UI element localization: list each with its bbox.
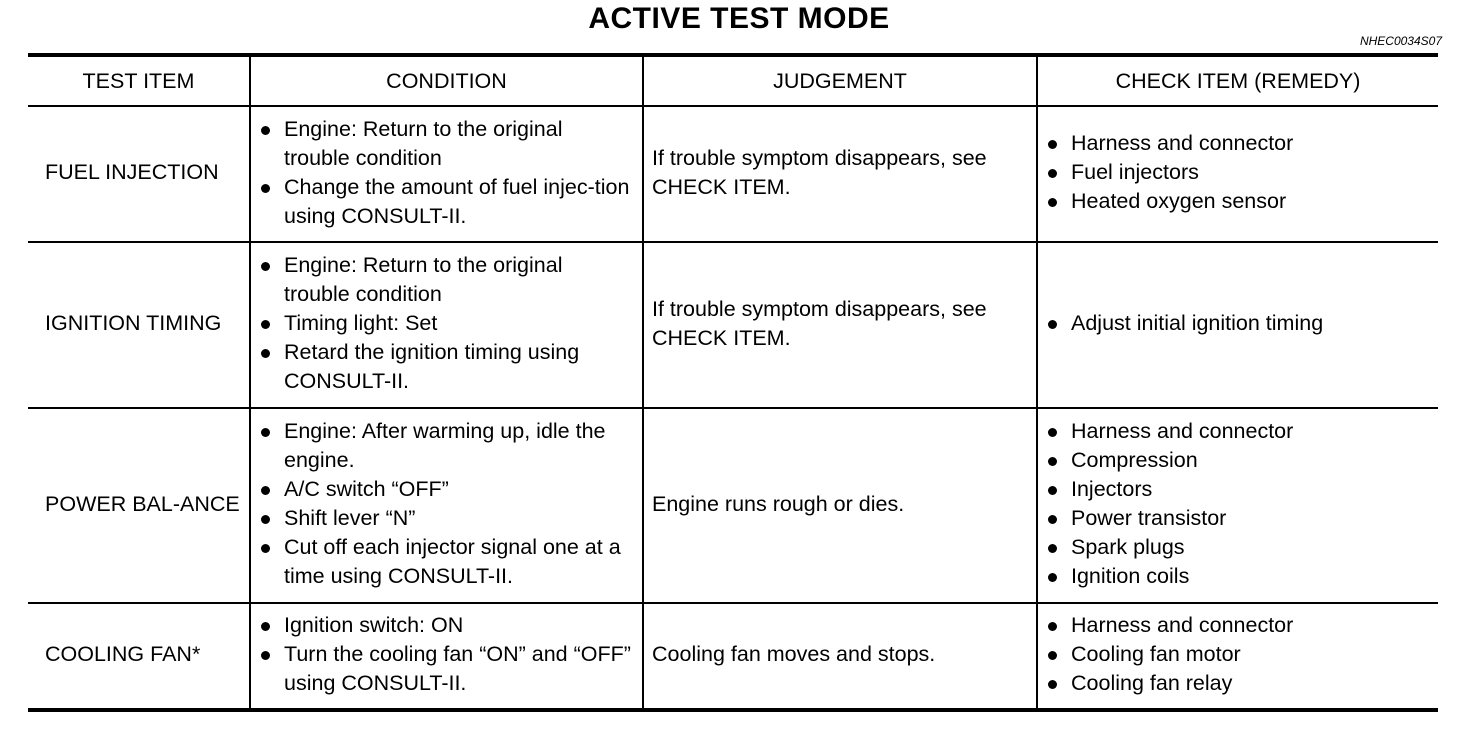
check-item-cell	[1037, 106, 1438, 242]
condition-item: Engine: Return to the original trouble condition	[259, 251, 634, 309]
check-item-cell	[1037, 408, 1438, 603]
active-test-table	[28, 53, 1438, 712]
check-list	[1046, 417, 1430, 591]
condition-list	[259, 611, 634, 698]
check-item: Power transistor	[1046, 504, 1430, 533]
condition-list	[259, 115, 634, 231]
condition-item: Engine: Return to the original trouble condition	[259, 115, 634, 173]
check-list	[1046, 309, 1430, 338]
condition-item: Ignition switch: ON	[259, 611, 634, 640]
check-list	[1046, 129, 1430, 216]
check-item: Cooling fan motor	[1046, 640, 1430, 669]
check-item: Injectors	[1046, 475, 1430, 504]
check-item: Ignition coils	[1046, 562, 1430, 591]
table-row	[28, 242, 1438, 408]
check-item: Harness and connector	[1046, 611, 1430, 640]
header-judgement: JUDGEMENT	[643, 55, 1037, 106]
condition-list	[259, 417, 634, 591]
test-item-cell: FUEL INJECTION	[45, 160, 219, 184]
condition-item: Shift lever “N”	[259, 504, 634, 533]
check-item: Spark plugs	[1046, 533, 1430, 562]
table-header-row	[28, 55, 1438, 106]
judgement-cell: If trouble symptom disappears, see CHECK ITEM.	[643, 106, 1037, 242]
check-item: Heated oxygen sensor	[1046, 187, 1430, 216]
page-title: ACTIVE TEST MODE	[588, 2, 890, 35]
judgement-cell: If trouble symptom disappears, see CHECK ITEM.	[643, 242, 1037, 408]
judgement-cell: Cooling fan moves and stops.	[643, 603, 1037, 710]
condition-cell	[250, 242, 643, 408]
condition-cell	[250, 408, 643, 603]
reference-code: NHEC0034S07	[1359, 34, 1442, 48]
check-list	[1046, 611, 1430, 698]
condition-cell	[250, 106, 643, 242]
condition-item: Turn the cooling fan “ON” and “OFF” using CONSULT-II.	[259, 640, 634, 698]
test-item-cell: IGNITION TIMING	[45, 311, 222, 335]
condition-item: Retard the ignition timing using CONSULT-II.	[259, 338, 634, 396]
condition-list	[259, 251, 634, 396]
header-test-item: TEST ITEM	[82, 68, 195, 93]
check-item: Cooling fan relay	[1046, 669, 1430, 698]
condition-item: Engine: After warming up, idle the engine.	[259, 417, 634, 475]
check-item-cell	[1037, 242, 1438, 408]
condition-item: Timing light: Set	[259, 309, 634, 338]
test-item-cell: POWER BAL-ANCE	[45, 491, 240, 516]
check-item: Adjust initial ignition timing	[1046, 309, 1430, 338]
condition-item: Cut off each injector signal one at a time using CONSULT-II.	[259, 533, 634, 591]
table-row	[28, 408, 1438, 603]
judgement-cell: Engine runs rough or dies.	[643, 408, 1037, 603]
check-item: Harness and connector	[1046, 129, 1430, 158]
table-row	[28, 106, 1438, 242]
check-item: Fuel injectors	[1046, 158, 1430, 187]
condition-cell	[250, 603, 643, 710]
table-row	[28, 603, 1438, 710]
header-condition: CONDITION	[250, 55, 643, 106]
check-item: Harness and connector	[1046, 417, 1430, 446]
check-item-cell	[1037, 603, 1438, 710]
condition-item: A/C switch “OFF”	[259, 475, 634, 504]
test-item-cell: COOLING FAN*	[45, 642, 201, 666]
header-check-item: CHECK ITEM (REMEDY)	[1037, 55, 1438, 106]
check-item: Compression	[1046, 446, 1430, 475]
condition-item: Change the amount of fuel injec-tion using CONSULT-II.	[259, 173, 634, 231]
